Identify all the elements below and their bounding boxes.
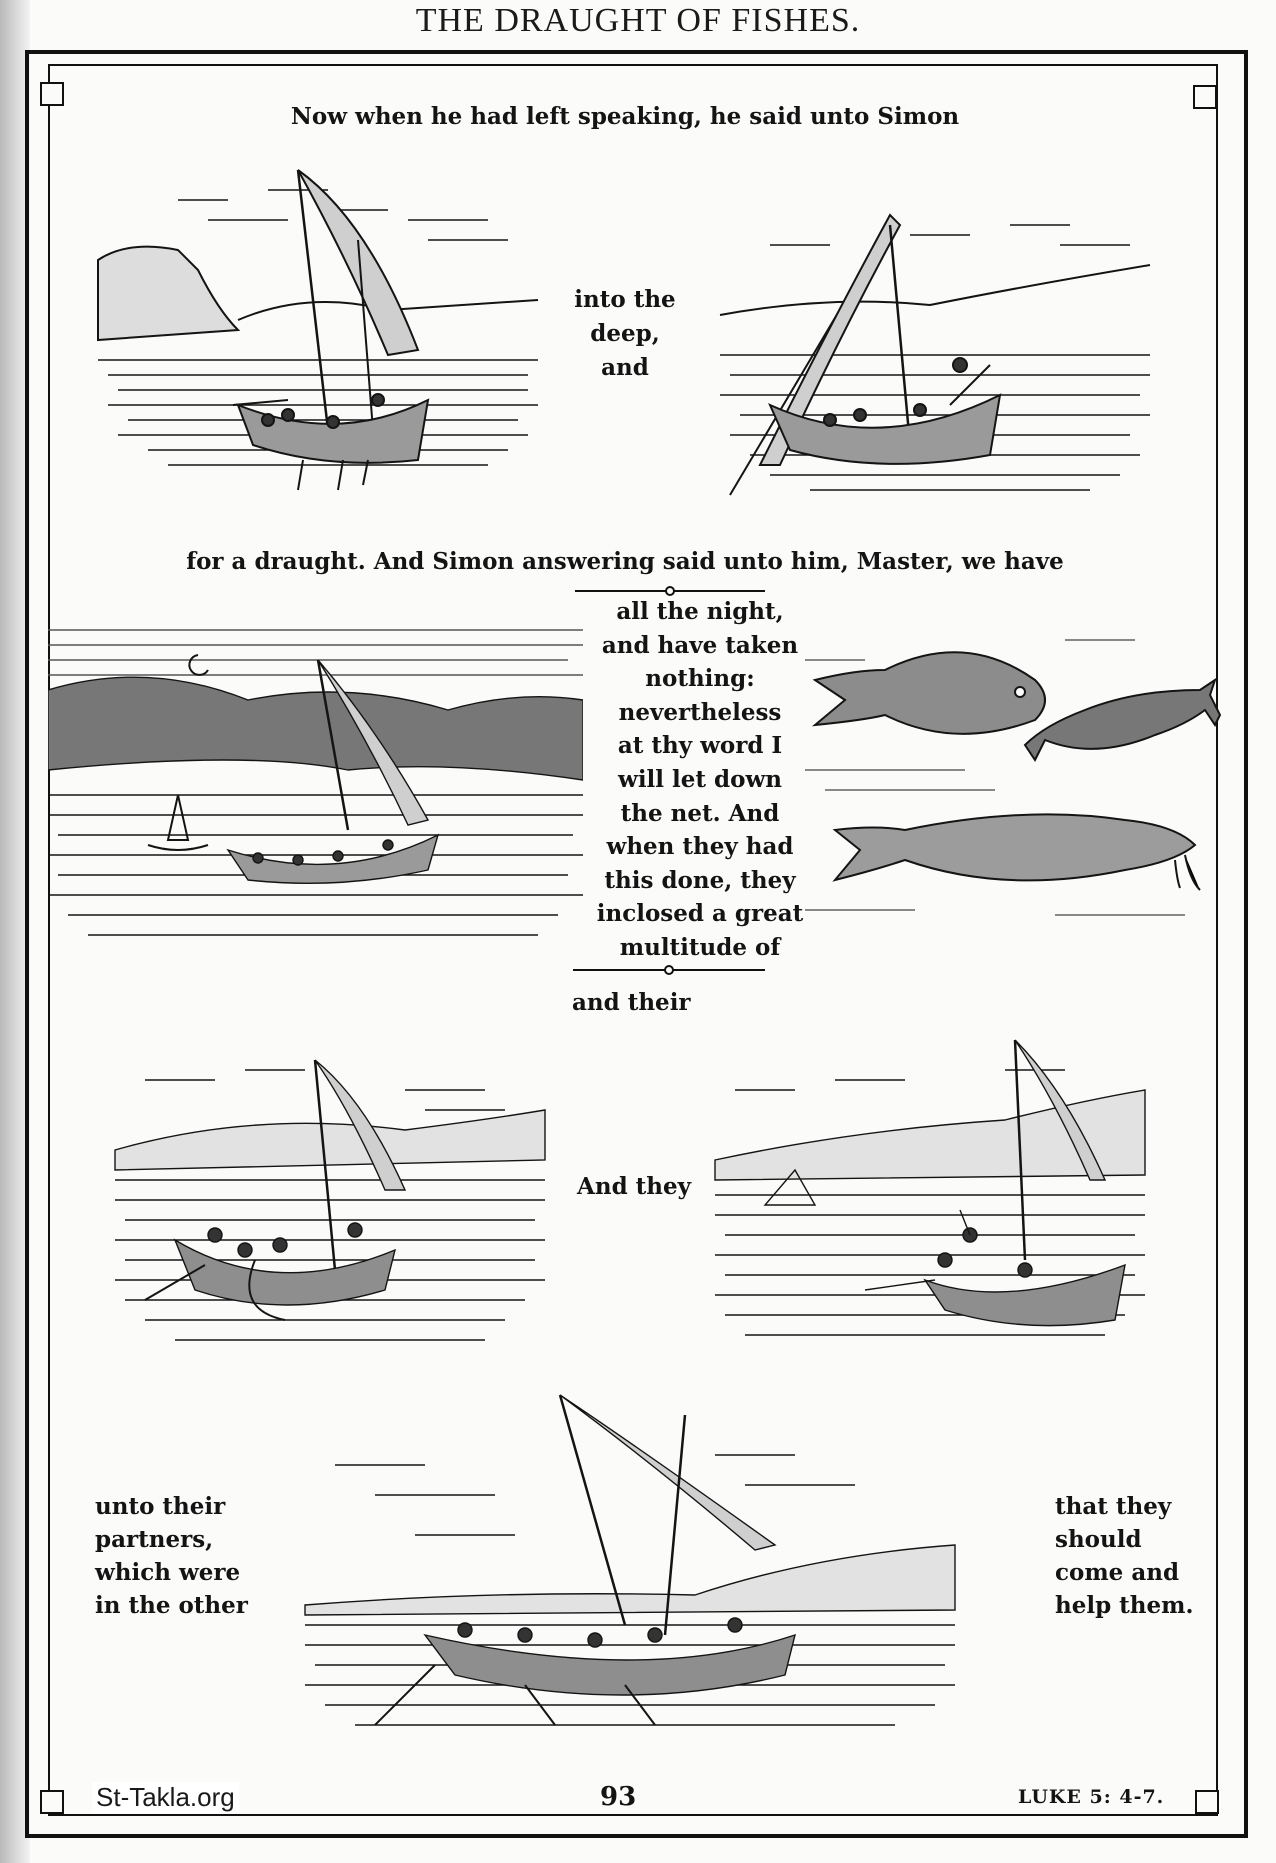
illustration-three-fishes [805, 630, 1225, 925]
illustration-boat-on-shore [88, 160, 548, 505]
text-line-4: And they [577, 1173, 692, 1200]
moonlit-boat-engraving-icon [48, 620, 583, 950]
text-line: when they had [606, 833, 794, 861]
text-line: come and [1055, 1559, 1180, 1586]
illustration-net-breaking [105, 1050, 550, 1350]
text-line-1: Now when he had left speaking, he said unto Simon [290, 103, 960, 130]
illustration-beckoning-partners [705, 1030, 1160, 1360]
sailboat-engraving-icon [105, 1050, 550, 1350]
text-block-unto-their-partners [95, 1490, 255, 1622]
text-line: partners, [95, 1526, 214, 1553]
text-line: which were [95, 1559, 241, 1586]
text-line: into the [574, 286, 676, 313]
page-title: THE DRAUGHT OF FISHES. [415, 2, 861, 39]
text-line: that they [1055, 1493, 1172, 1520]
text-line: nevertheless [618, 698, 782, 726]
text-line: at thy word I [617, 732, 783, 760]
text-line: this done, they [604, 866, 796, 894]
text-line: inclosed a great [596, 900, 804, 928]
text-line: the net. And [620, 799, 780, 827]
text-line: deep, [590, 320, 660, 347]
text-block-that-they-should [1055, 1490, 1205, 1622]
text-line: nothing: [645, 665, 755, 693]
text-line: and [601, 354, 649, 381]
text-block-all-the-night [595, 595, 805, 965]
sailboat-engraving-icon [295, 1385, 960, 1745]
text-block-into-the-deep [560, 283, 690, 385]
sailboat-engraving-icon [710, 205, 1160, 505]
text-line: help them. [1055, 1592, 1194, 1619]
page-number: 93 [600, 1782, 637, 1812]
text-line: should [1055, 1526, 1142, 1553]
text-line-3: and their [572, 989, 691, 1016]
corner-ornament-bottom-left [40, 1790, 64, 1814]
text-line: and have taken [601, 631, 799, 659]
site-watermark: St-Takla.org [92, 1782, 239, 1813]
illustration-night-fishing-boat [48, 620, 583, 950]
text-line: all the night, [616, 598, 784, 625]
corner-ornament-bottom-right [1195, 1790, 1219, 1814]
fish-engraving-icon [805, 630, 1225, 925]
text-line: in the other [95, 1592, 248, 1619]
illustration-boat-launched-deep [710, 205, 1160, 505]
scripture-reference: LUKE 5: 4-7. [1018, 1786, 1165, 1808]
sailboat-engraving-icon [705, 1030, 1160, 1360]
text-line: unto their [95, 1493, 226, 1520]
text-line: multitude of [619, 933, 781, 961]
sailboat-engraving-icon [88, 160, 548, 505]
illustration-two-ships-filled [295, 1385, 960, 1745]
rule-ornament [664, 965, 674, 975]
text-line-2: for a draught. And Simon answering said unto him, Master, we have [186, 548, 1064, 575]
text-line: will let down [618, 765, 782, 793]
